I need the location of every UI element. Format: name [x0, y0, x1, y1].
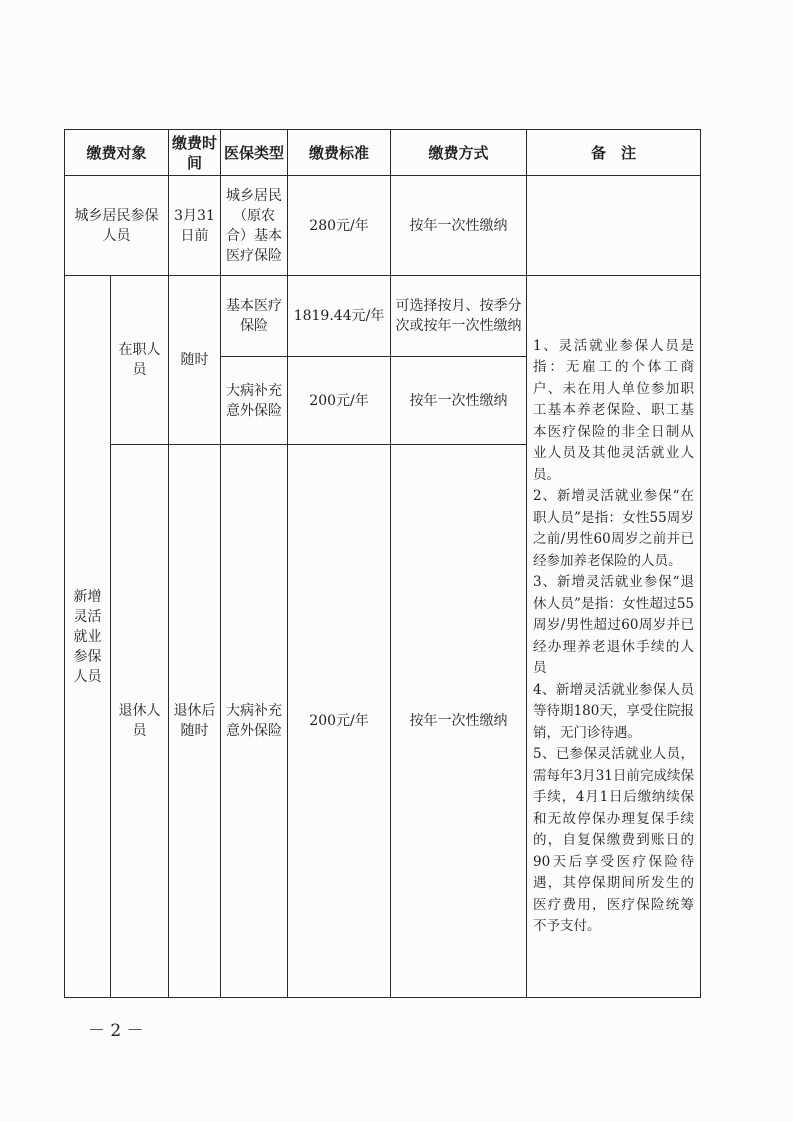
- resident-row: [65, 176, 701, 276]
- header-time: 缴费时间: [169, 130, 221, 176]
- header-type: 医保类型: [221, 130, 288, 176]
- retired-type: 大病补充意外保险: [221, 445, 288, 998]
- retired-time: 退休后随时: [169, 445, 221, 998]
- employed-basic-type: 基本医疗保险: [221, 276, 288, 357]
- retired-label: 退休人员: [111, 445, 169, 998]
- employed-basic-method: 可选择按月、按季分次或按年一次性缴纳: [391, 276, 527, 357]
- note-5: 5、已参保灵活就业人员，需每年3月31日前完成续保手续，4月1日后缴纳续保和无故停保办理复保手续的，自复保缴费到账日的90天后享受医疗保险待遇，其停保期间所发生的医疗费用，医疗保险统筹不予支付。: [533, 746, 695, 934]
- note-1: 1、灵活就业参保人员是指：无雇工的个体工商户、未在用人单位参加职工基本养老保险、职工基本医疗保险的非全日制从业人员及其他灵活就业人员。: [533, 337, 695, 483]
- note-2: 2、新增灵活就业参保“在职人员”是指：女性55周岁之前/男性60周岁之前并已经参加养老保险的人员。: [533, 488, 695, 569]
- employed-illness-standard: 200元/年: [288, 357, 391, 445]
- notes-cell: [527, 276, 701, 998]
- resident-type: 城乡居民（原农合）基本医疗保险: [221, 176, 288, 276]
- header-method: 缴费方式: [391, 130, 527, 176]
- employed-basic-standard: 1819.44元/年: [288, 276, 391, 357]
- employed-illness-method: 按年一次性缴纳: [391, 357, 527, 445]
- employed-label: 在职人员: [111, 276, 169, 445]
- note-4: 4、新增灵活就业参保人员等待期180天，享受住院报销，无门诊待遇。: [533, 681, 695, 741]
- header-row: [65, 130, 701, 176]
- employed-illness-type: 大病补充意外保险: [221, 357, 288, 445]
- resident-time: 3月31日前: [169, 176, 221, 276]
- page-number: － 2 －: [88, 1021, 144, 1041]
- employed-time: 随时: [169, 276, 221, 445]
- header-standard: 缴费标准: [288, 130, 391, 176]
- employed-basic-row: [65, 276, 701, 357]
- retired-standard: 200元/年: [288, 445, 391, 998]
- resident-standard: 280元/年: [288, 176, 391, 276]
- resident-method: 按年一次性缴纳: [391, 176, 527, 276]
- header-target: 缴费对象: [65, 130, 169, 176]
- insurance-fee-table: [64, 129, 701, 998]
- resident-remark: [527, 176, 701, 276]
- note-3: 3、新增灵活就业参保“退休人员”是指：女性超过55周岁/男性超过60周岁并已经办理养老退休手续的人员: [533, 574, 695, 676]
- flexible-group-label: 新增灵活就业参保人员: [65, 276, 111, 998]
- header-remark: 备 注: [527, 130, 701, 176]
- retired-method: 按年一次性缴纳: [391, 445, 527, 998]
- resident-target: 城乡居民参保人员: [65, 176, 169, 276]
